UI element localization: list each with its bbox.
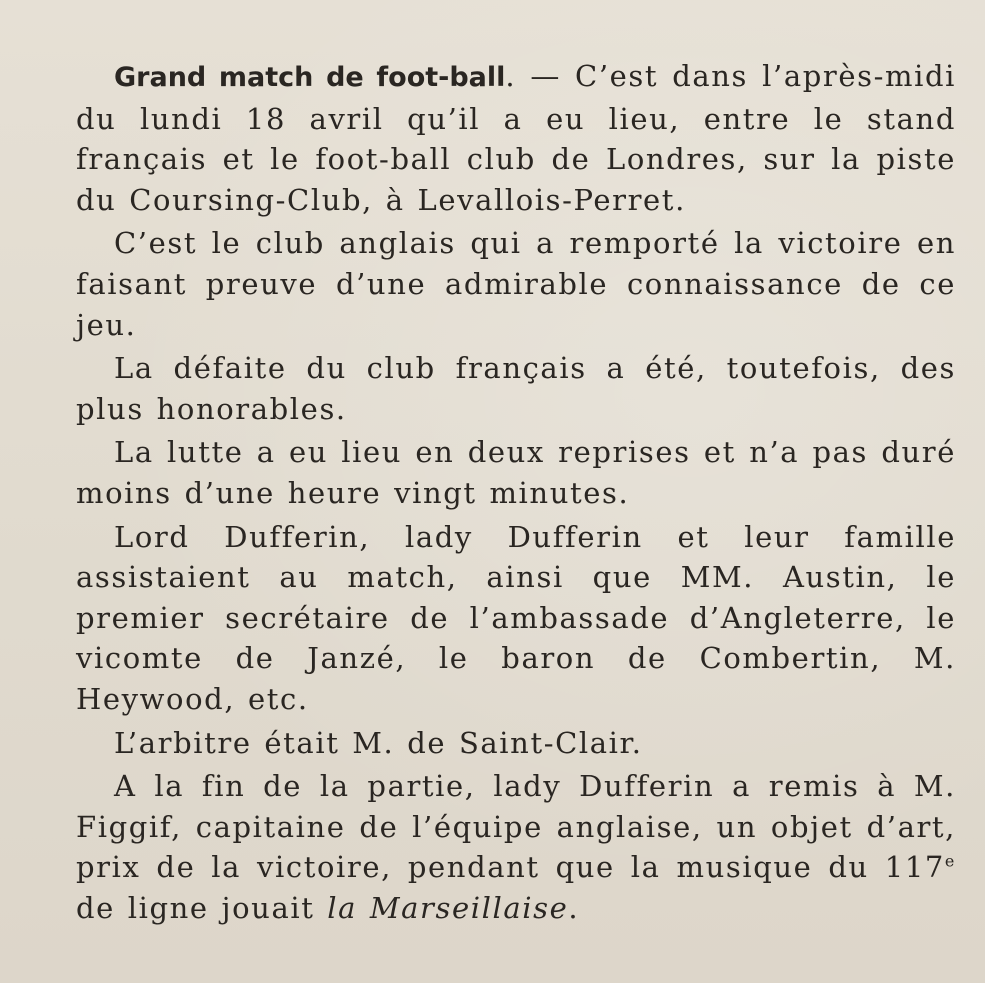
- paragraph-5: Lord Dufferin, lady Dufferin et leur famille assistaient au match, ainsi que MM. Austin, le premier secrétaire de l’ambassade d’Angleterre, le vicomte de Janzé, le baron de Combertin, M. Heywood, etc.: [76, 519, 956, 716]
- paragraph-6: L’arbitre était M. de Saint-Clair.: [114, 725, 643, 760]
- paragraph-7: [76, 766, 956, 928]
- paragraph-1: [76, 56, 956, 220]
- paragraph-7-mid: de ligne jouait: [76, 890, 328, 925]
- article-body: [76, 56, 956, 931]
- paragraph-4: La lutte a eu lieu en deux reprises et n’a pas duré moins d’une heure vingt minutes.: [76, 435, 956, 510]
- paragraph-7-end: .: [568, 890, 580, 925]
- paragraph-3: La défaite du club français a été, toutefois, des plus honorables.: [76, 351, 956, 426]
- paragraph-1-text: . — C’est dans l’après-midi du lundi 18 avril qu’il a eu lieu, entre le stand français et le foot-ball club de Londres, sur la piste du Coursing-Club, à Levallois-Perret.: [76, 59, 956, 217]
- marseillaise-italic: la Marseillaise: [327, 890, 569, 925]
- paragraph-2: C’est le club anglais qui a remporté la victoire en faisant preuve d’une admirable connaissance de ce jeu.: [76, 226, 956, 342]
- paragraph-7-start: A la fin de la partie, lady Dufferin a remis à M. Figgif, capitaine de l’équipe anglaise, un objet d’art, prix de la victoire, pendant que la musique du 117: [76, 769, 956, 885]
- superscript-e: e: [944, 851, 956, 871]
- article-title: Grand match de foot-ball: [114, 62, 506, 93]
